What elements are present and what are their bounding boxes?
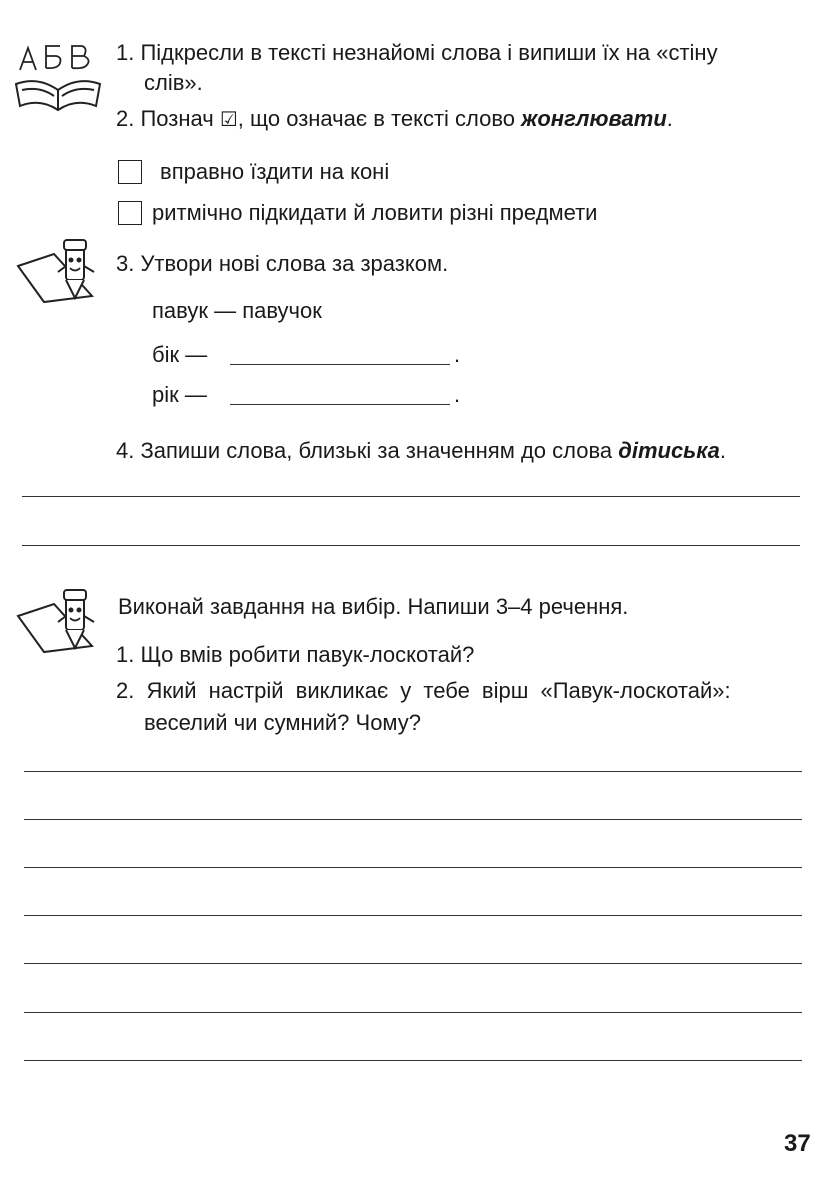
option1-label: вправно їздити на коні: [160, 159, 390, 184]
task3-row1-answer-line[interactable]: [230, 364, 450, 365]
option2-checkbox[interactable]: [118, 201, 142, 230]
task3-row2-label: рік —: [152, 382, 207, 407]
choice-question-1: 1. Що вмів робити павук-лоскотай?: [116, 642, 475, 667]
page-number: 37: [784, 1130, 811, 1157]
pencil-character-icon: [14, 236, 106, 308]
option2-label: ритмічно підкидати й ловити різні предмети: [152, 200, 598, 225]
task4-keyword: дітиська: [618, 438, 720, 463]
pencil-character-icon: [14, 586, 106, 658]
choice-question-2-line1: 2. Який настрій викликає у тебе вірш «Павук-лоскотай»:: [116, 678, 731, 703]
task2-text: [116, 104, 673, 135]
task3-text: 3. Утвори нові слова за зразком.: [116, 251, 449, 276]
abc-book-icon: [12, 40, 104, 114]
task2-middle: , що означає в тексті слово: [237, 106, 522, 131]
checkbox-checked-icon: ☑: [219, 109, 238, 131]
choice-question-2-line2: веселий чи сумний? Чому?: [144, 710, 422, 735]
choice-task-intro: Виконай завдання на вибір. Напиши 3–4 речення.: [118, 594, 629, 619]
writing-line-1[interactable]: [24, 771, 802, 772]
task3-example: павук — павучок: [152, 298, 322, 323]
option1-checkbox[interactable]: [118, 160, 142, 189]
task3-row2-dot: .: [454, 382, 461, 407]
task2-prefix: 2. Познач: [116, 106, 214, 131]
writing-line-7[interactable]: [24, 1060, 802, 1061]
writing-line-5[interactable]: [24, 963, 802, 964]
task4-prefix: 4. Запиши слова, близькі за значенням до слова: [116, 438, 619, 463]
task1-text-line2: слів».: [144, 70, 203, 95]
task4-end: .: [719, 438, 727, 463]
task3-row1-dot: .: [454, 342, 461, 367]
task2-keyword: жонглювати: [521, 106, 667, 131]
task2-end: .: [666, 106, 673, 131]
task1-text-line1: 1. Підкресли в тексті незнайомі слова і випиши їх на «стіну: [116, 40, 718, 65]
writing-line-3[interactable]: [24, 867, 802, 868]
task4-text: [116, 436, 726, 466]
task4-answer-line-2[interactable]: [22, 545, 800, 546]
writing-line-4[interactable]: [24, 915, 802, 916]
writing-line-2[interactable]: [24, 819, 802, 820]
task3-row1-label: бік —: [152, 342, 208, 367]
writing-line-6[interactable]: [24, 1012, 802, 1013]
task4-answer-line-1[interactable]: [22, 496, 800, 497]
task3-row2-answer-line[interactable]: [230, 404, 450, 405]
